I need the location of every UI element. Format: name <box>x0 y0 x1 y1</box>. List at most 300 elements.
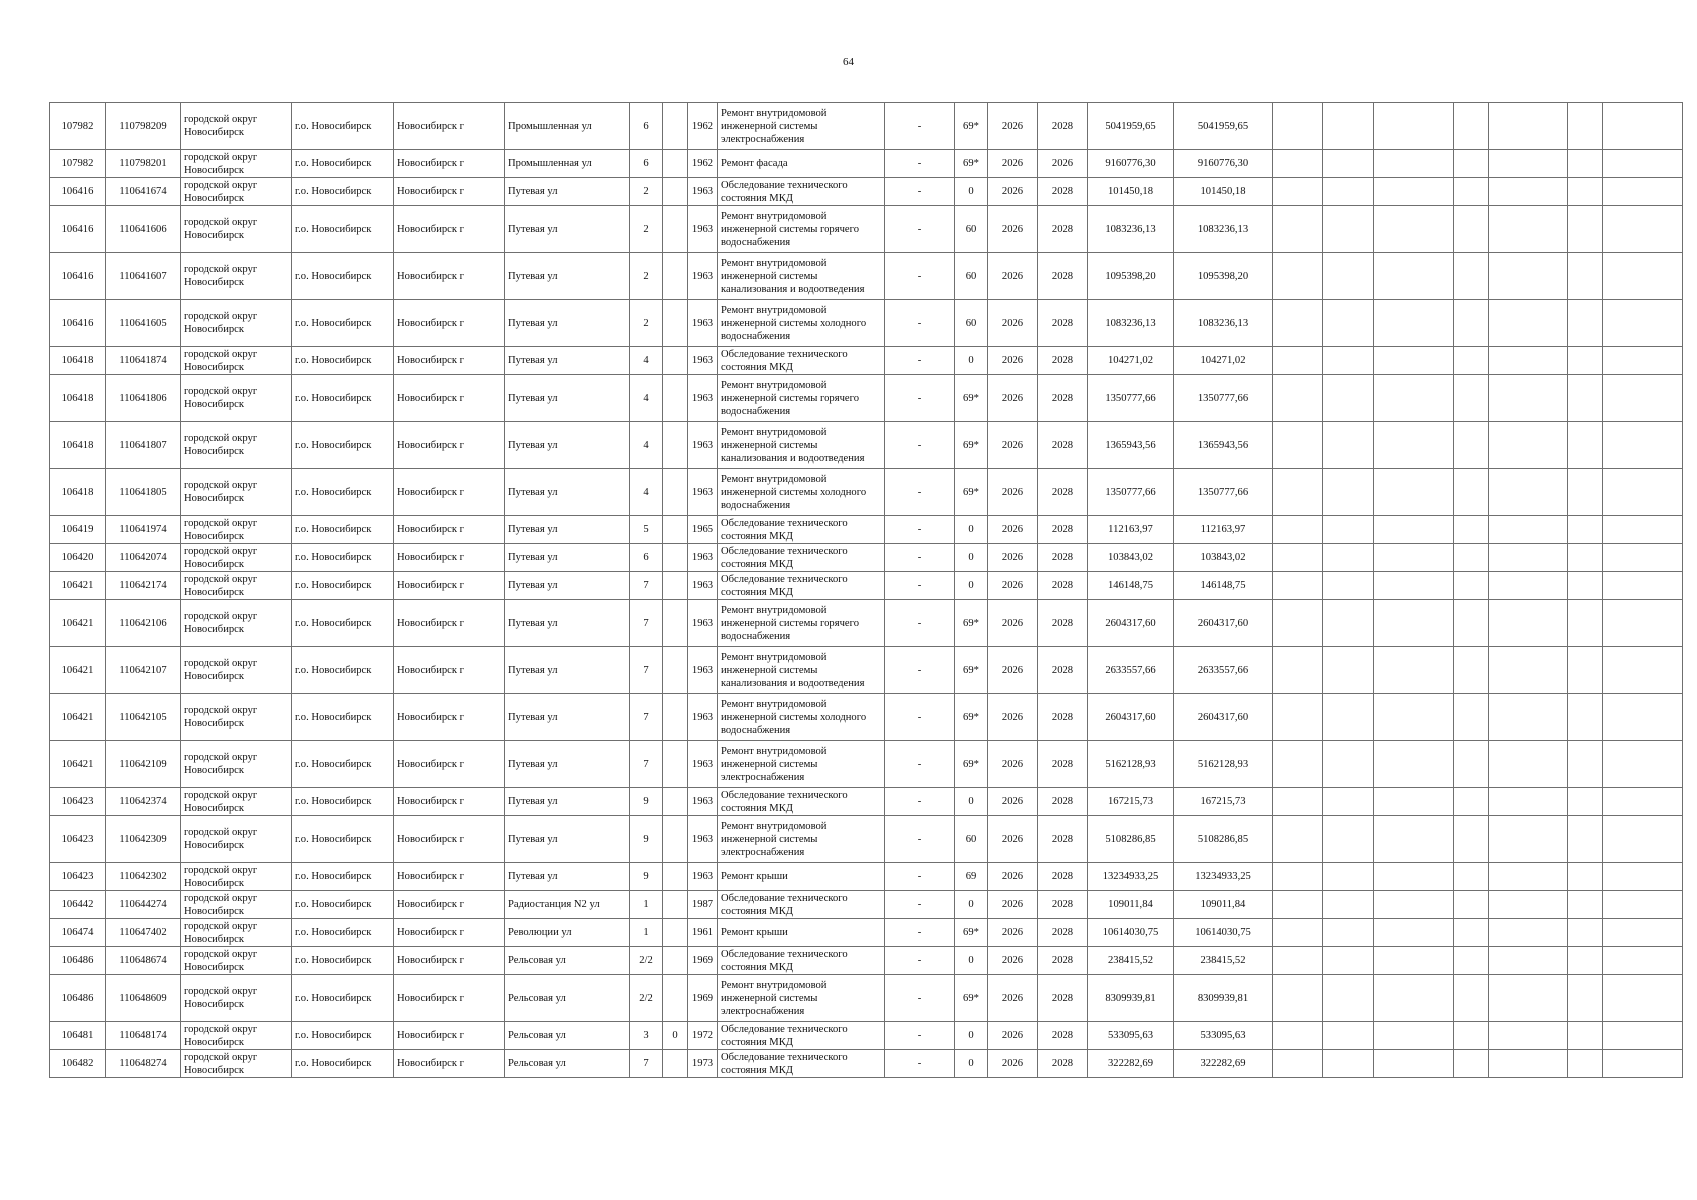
empty-cell <box>1489 253 1568 300</box>
house-cell: 4 <box>630 375 663 422</box>
year-cell: 1963 <box>688 863 718 891</box>
empty-cell <box>1603 1022 1683 1050</box>
work-type-cell: Обследование технического состояния МКД <box>718 891 885 919</box>
empty-cell <box>1603 1050 1683 1078</box>
empty-cell <box>1323 178 1374 206</box>
district-cell: г.о. Новосибирск <box>292 891 394 919</box>
total-cost-cell: 8309939,81 <box>1174 975 1273 1022</box>
total-cost-cell: 10614030,75 <box>1174 919 1273 947</box>
settlement-cell: Новосибирск г <box>394 741 505 788</box>
district-cell: г.о. Новосибирск <box>292 975 394 1022</box>
row-code: 110647402 <box>106 919 181 947</box>
row-id: 106421 <box>50 694 106 741</box>
house-cell: 7 <box>630 600 663 647</box>
empty-cell <box>1454 103 1489 150</box>
building-cell <box>663 647 688 694</box>
empty-cell <box>1273 300 1323 347</box>
row-id: 106420 <box>50 544 106 572</box>
empty-cell <box>1489 178 1568 206</box>
row-code: 110641606 <box>106 206 181 253</box>
cost-cell: 1083236,13 <box>1088 206 1174 253</box>
column-14-cell: - <box>885 600 955 647</box>
empty-cell <box>1489 816 1568 863</box>
table-row <box>50 600 1683 647</box>
empty-cell <box>1323 741 1374 788</box>
column-14-cell: - <box>885 741 955 788</box>
empty-cell <box>1603 206 1683 253</box>
empty-cell <box>1568 1022 1603 1050</box>
empty-cell <box>1489 206 1568 253</box>
row-id: 106481 <box>50 1022 106 1050</box>
street-cell: Рельсовая ул <box>505 947 630 975</box>
row-id: 106486 <box>50 975 106 1022</box>
cost-cell: 238415,52 <box>1088 947 1174 975</box>
work-type-cell: Ремонт внутридомовой инженерной системы электроснабжения <box>718 103 885 150</box>
house-cell: 4 <box>630 347 663 375</box>
empty-cell <box>1374 347 1454 375</box>
empty-cell <box>1454 741 1489 788</box>
end-year-cell: 2028 <box>1038 375 1088 422</box>
cost-cell: 2633557,66 <box>1088 647 1174 694</box>
empty-cell <box>1323 694 1374 741</box>
municipality-cell: городской округ Новосибирск <box>181 516 292 544</box>
year-cell: 1963 <box>688 741 718 788</box>
cost-cell: 2604317,60 <box>1088 694 1174 741</box>
settlement-cell: Новосибирск г <box>394 300 505 347</box>
empty-cell <box>1273 375 1323 422</box>
column-15-cell: 69* <box>955 600 988 647</box>
cost-cell: 1083236,13 <box>1088 300 1174 347</box>
row-id: 106421 <box>50 647 106 694</box>
cost-cell: 1350777,66 <box>1088 375 1174 422</box>
total-cost-cell: 2604317,60 <box>1174 694 1273 741</box>
house-cell: 2 <box>630 206 663 253</box>
building-cell <box>663 919 688 947</box>
row-id: 106486 <box>50 947 106 975</box>
table-row <box>50 422 1683 469</box>
empty-cell <box>1568 150 1603 178</box>
empty-cell <box>1323 947 1374 975</box>
work-type-cell: Ремонт внутридомовой инженерной системы холодного водоснабжения <box>718 469 885 516</box>
empty-cell <box>1568 516 1603 544</box>
empty-cell <box>1568 178 1603 206</box>
work-type-cell: Обследование технического состояния МКД <box>718 1050 885 1078</box>
total-cost-cell: 1350777,66 <box>1174 375 1273 422</box>
settlement-cell: Новосибирск г <box>394 103 505 150</box>
empty-cell <box>1323 103 1374 150</box>
house-cell: 3 <box>630 1022 663 1050</box>
empty-cell <box>1323 1050 1374 1078</box>
building-cell <box>663 694 688 741</box>
street-cell: Революции ул <box>505 919 630 947</box>
cost-cell: 8309939,81 <box>1088 975 1174 1022</box>
empty-cell <box>1323 647 1374 694</box>
empty-cell <box>1603 863 1683 891</box>
empty-cell <box>1323 572 1374 600</box>
house-cell: 7 <box>630 1050 663 1078</box>
municipality-cell: городской округ Новосибирск <box>181 694 292 741</box>
building-cell: 0 <box>663 1022 688 1050</box>
street-cell: Рельсовая ул <box>505 1050 630 1078</box>
empty-cell <box>1568 816 1603 863</box>
table-row <box>50 863 1683 891</box>
cost-cell: 5162128,93 <box>1088 741 1174 788</box>
street-cell: Путевая ул <box>505 816 630 863</box>
cost-cell: 101450,18 <box>1088 178 1174 206</box>
municipality-cell: городской округ Новосибирск <box>181 788 292 816</box>
municipality-cell: городской округ Новосибирск <box>181 891 292 919</box>
empty-cell <box>1568 694 1603 741</box>
empty-cell <box>1454 863 1489 891</box>
column-14-cell: - <box>885 300 955 347</box>
year-cell: 1963 <box>688 300 718 347</box>
empty-cell <box>1454 891 1489 919</box>
building-cell <box>663 206 688 253</box>
empty-cell <box>1568 103 1603 150</box>
year-cell: 1963 <box>688 469 718 516</box>
empty-cell <box>1489 891 1568 919</box>
cost-cell: 103843,02 <box>1088 544 1174 572</box>
year-cell: 1969 <box>688 947 718 975</box>
start-year-cell: 2026 <box>988 178 1038 206</box>
start-year-cell: 2026 <box>988 300 1038 347</box>
street-cell: Путевая ул <box>505 741 630 788</box>
start-year-cell: 2026 <box>988 572 1038 600</box>
work-type-cell: Ремонт крыши <box>718 919 885 947</box>
empty-cell <box>1489 1050 1568 1078</box>
settlement-cell: Новосибирск г <box>394 150 505 178</box>
district-cell: г.о. Новосибирск <box>292 253 394 300</box>
column-15-cell: 0 <box>955 1050 988 1078</box>
building-cell <box>663 600 688 647</box>
settlement-cell: Новосибирск г <box>394 647 505 694</box>
empty-cell <box>1374 206 1454 253</box>
empty-cell <box>1374 647 1454 694</box>
empty-cell <box>1374 422 1454 469</box>
empty-cell <box>1489 947 1568 975</box>
row-id: 106419 <box>50 516 106 544</box>
empty-cell <box>1374 572 1454 600</box>
row-code: 110642374 <box>106 788 181 816</box>
empty-cell <box>1323 816 1374 863</box>
empty-cell <box>1323 863 1374 891</box>
empty-cell <box>1273 253 1323 300</box>
cost-cell: 1095398,20 <box>1088 253 1174 300</box>
empty-cell <box>1568 469 1603 516</box>
empty-cell <box>1454 206 1489 253</box>
year-cell: 1963 <box>688 347 718 375</box>
row-code: 110798201 <box>106 150 181 178</box>
row-code: 110641605 <box>106 300 181 347</box>
district-cell: г.о. Новосибирск <box>292 816 394 863</box>
empty-cell <box>1489 572 1568 600</box>
settlement-cell: Новосибирск г <box>394 863 505 891</box>
empty-cell <box>1273 103 1323 150</box>
year-cell: 1963 <box>688 253 718 300</box>
municipality-cell: городской округ Новосибирск <box>181 253 292 300</box>
empty-cell <box>1374 947 1454 975</box>
row-id: 106482 <box>50 1050 106 1078</box>
settlement-cell: Новосибирск г <box>394 694 505 741</box>
municipality-cell: городской округ Новосибирск <box>181 150 292 178</box>
district-cell: г.о. Новосибирск <box>292 544 394 572</box>
building-cell <box>663 103 688 150</box>
building-cell <box>663 741 688 788</box>
total-cost-cell: 1365943,56 <box>1174 422 1273 469</box>
empty-cell <box>1603 816 1683 863</box>
empty-cell <box>1489 469 1568 516</box>
empty-cell <box>1374 375 1454 422</box>
row-id: 106416 <box>50 253 106 300</box>
table-row <box>50 178 1683 206</box>
district-cell: г.о. Новосибирск <box>292 919 394 947</box>
total-cost-cell: 1095398,20 <box>1174 253 1273 300</box>
empty-cell <box>1568 572 1603 600</box>
street-cell: Рельсовая ул <box>505 975 630 1022</box>
work-type-cell: Обследование технического состояния МКД <box>718 1022 885 1050</box>
row-code: 110641607 <box>106 253 181 300</box>
year-cell: 1963 <box>688 647 718 694</box>
total-cost-cell: 109011,84 <box>1174 891 1273 919</box>
column-14-cell: - <box>885 947 955 975</box>
row-id: 106418 <box>50 469 106 516</box>
empty-cell <box>1374 741 1454 788</box>
table-row <box>50 694 1683 741</box>
column-15-cell: 60 <box>955 300 988 347</box>
empty-cell <box>1454 572 1489 600</box>
start-year-cell: 2026 <box>988 516 1038 544</box>
row-code: 110641805 <box>106 469 181 516</box>
table-row <box>50 572 1683 600</box>
empty-cell <box>1568 647 1603 694</box>
end-year-cell: 2028 <box>1038 300 1088 347</box>
municipality-cell: городской округ Новосибирск <box>181 919 292 947</box>
settlement-cell: Новосибирск г <box>394 516 505 544</box>
row-code: 110642106 <box>106 600 181 647</box>
empty-cell <box>1273 544 1323 572</box>
row-id: 106418 <box>50 375 106 422</box>
column-15-cell: 0 <box>955 347 988 375</box>
street-cell: Путевая ул <box>505 206 630 253</box>
empty-cell <box>1603 375 1683 422</box>
cost-cell: 146148,75 <box>1088 572 1174 600</box>
start-year-cell: 2026 <box>988 947 1038 975</box>
building-cell <box>663 816 688 863</box>
municipality-cell: городской округ Новосибирск <box>181 947 292 975</box>
empty-cell <box>1454 947 1489 975</box>
row-id: 106423 <box>50 816 106 863</box>
empty-cell <box>1489 600 1568 647</box>
empty-cell <box>1568 375 1603 422</box>
building-cell <box>663 1050 688 1078</box>
start-year-cell: 2026 <box>988 647 1038 694</box>
column-14-cell: - <box>885 469 955 516</box>
house-cell: 9 <box>630 863 663 891</box>
table-row <box>50 788 1683 816</box>
empty-cell <box>1454 150 1489 178</box>
column-14-cell: - <box>885 347 955 375</box>
empty-cell <box>1323 253 1374 300</box>
street-cell: Путевая ул <box>505 516 630 544</box>
empty-cell <box>1273 150 1323 178</box>
house-cell: 7 <box>630 694 663 741</box>
empty-cell <box>1374 863 1454 891</box>
end-year-cell: 2028 <box>1038 694 1088 741</box>
total-cost-cell: 1350777,66 <box>1174 469 1273 516</box>
end-year-cell: 2028 <box>1038 947 1088 975</box>
work-type-cell: Ремонт внутридомовой инженерной системы холодного водоснабжения <box>718 694 885 741</box>
row-code: 110641806 <box>106 375 181 422</box>
end-year-cell: 2028 <box>1038 816 1088 863</box>
column-14-cell: - <box>885 891 955 919</box>
empty-cell <box>1374 103 1454 150</box>
district-cell: г.о. Новосибирск <box>292 647 394 694</box>
street-cell: Радиостанция N2 ул <box>505 891 630 919</box>
cost-cell: 322282,69 <box>1088 1050 1174 1078</box>
empty-cell <box>1568 600 1603 647</box>
building-cell <box>663 347 688 375</box>
settlement-cell: Новосибирск г <box>394 206 505 253</box>
column-14-cell: - <box>885 178 955 206</box>
empty-cell <box>1454 788 1489 816</box>
row-code: 110648609 <box>106 975 181 1022</box>
column-14-cell: - <box>885 103 955 150</box>
end-year-cell: 2028 <box>1038 1022 1088 1050</box>
house-cell: 4 <box>630 469 663 516</box>
empty-cell <box>1603 347 1683 375</box>
empty-cell <box>1273 206 1323 253</box>
empty-cell <box>1374 253 1454 300</box>
district-cell: г.о. Новосибирск <box>292 516 394 544</box>
municipality-cell: городской округ Новосибирск <box>181 975 292 1022</box>
empty-cell <box>1568 788 1603 816</box>
year-cell: 1973 <box>688 1050 718 1078</box>
empty-cell <box>1489 150 1568 178</box>
street-cell: Промышленная ул <box>505 103 630 150</box>
empty-cell <box>1568 253 1603 300</box>
table-row <box>50 253 1683 300</box>
empty-cell <box>1273 816 1323 863</box>
settlement-cell: Новосибирск г <box>394 947 505 975</box>
empty-cell <box>1489 1022 1568 1050</box>
empty-cell <box>1454 469 1489 516</box>
empty-cell <box>1568 347 1603 375</box>
cost-cell: 10614030,75 <box>1088 919 1174 947</box>
empty-cell <box>1603 544 1683 572</box>
work-type-cell: Обследование технического состояния МКД <box>718 516 885 544</box>
row-code: 110642107 <box>106 647 181 694</box>
column-15-cell: 60 <box>955 253 988 300</box>
year-cell: 1962 <box>688 150 718 178</box>
cost-cell: 2604317,60 <box>1088 600 1174 647</box>
start-year-cell: 2026 <box>988 788 1038 816</box>
municipality-cell: городской округ Новосибирск <box>181 863 292 891</box>
column-14-cell: - <box>885 1022 955 1050</box>
empty-cell <box>1568 1050 1603 1078</box>
empty-cell <box>1323 150 1374 178</box>
empty-cell <box>1603 422 1683 469</box>
start-year-cell: 2026 <box>988 975 1038 1022</box>
house-cell: 1 <box>630 891 663 919</box>
empty-cell <box>1603 741 1683 788</box>
empty-cell <box>1454 919 1489 947</box>
start-year-cell: 2026 <box>988 253 1038 300</box>
end-year-cell: 2028 <box>1038 788 1088 816</box>
empty-cell <box>1323 788 1374 816</box>
empty-cell <box>1603 516 1683 544</box>
district-cell: г.о. Новосибирск <box>292 1050 394 1078</box>
municipality-cell: городской округ Новосибирск <box>181 572 292 600</box>
row-id: 107982 <box>50 150 106 178</box>
table-row <box>50 975 1683 1022</box>
year-cell: 1962 <box>688 103 718 150</box>
empty-cell <box>1603 694 1683 741</box>
empty-cell <box>1273 1022 1323 1050</box>
empty-cell <box>1489 516 1568 544</box>
empty-cell <box>1568 206 1603 253</box>
row-code: 110641874 <box>106 347 181 375</box>
row-code: 110798209 <box>106 103 181 150</box>
work-type-cell: Ремонт внутридомовой инженерной системы горячего водоснабжения <box>718 600 885 647</box>
house-cell: 2 <box>630 300 663 347</box>
empty-cell <box>1568 891 1603 919</box>
work-type-cell: Обследование технического состояния МКД <box>718 347 885 375</box>
start-year-cell: 2026 <box>988 863 1038 891</box>
work-type-cell: Ремонт внутридомовой инженерной системы электроснабжения <box>718 741 885 788</box>
empty-cell <box>1374 544 1454 572</box>
row-id: 106416 <box>50 206 106 253</box>
empty-cell <box>1489 103 1568 150</box>
start-year-cell: 2026 <box>988 150 1038 178</box>
street-cell: Путевая ул <box>505 375 630 422</box>
empty-cell <box>1273 469 1323 516</box>
house-cell: 2/2 <box>630 947 663 975</box>
column-14-cell: - <box>885 422 955 469</box>
column-14-cell: - <box>885 253 955 300</box>
empty-cell <box>1603 647 1683 694</box>
building-cell <box>663 572 688 600</box>
work-type-cell: Ремонт внутридомовой инженерной системы электроснабжения <box>718 975 885 1022</box>
empty-cell <box>1454 694 1489 741</box>
empty-cell <box>1568 947 1603 975</box>
table-row <box>50 300 1683 347</box>
row-id: 106421 <box>50 741 106 788</box>
column-14-cell: - <box>885 647 955 694</box>
empty-cell <box>1374 178 1454 206</box>
cost-cell: 9160776,30 <box>1088 150 1174 178</box>
district-cell: г.о. Новосибирск <box>292 741 394 788</box>
year-cell: 1963 <box>688 788 718 816</box>
empty-cell <box>1568 544 1603 572</box>
start-year-cell: 2026 <box>988 919 1038 947</box>
district-cell: г.о. Новосибирск <box>292 694 394 741</box>
column-15-cell: 0 <box>955 1022 988 1050</box>
street-cell: Путевая ул <box>505 572 630 600</box>
empty-cell <box>1374 516 1454 544</box>
municipality-cell: городской округ Новосибирск <box>181 1022 292 1050</box>
work-type-cell: Обследование технического состояния МКД <box>718 572 885 600</box>
empty-cell <box>1454 1050 1489 1078</box>
empty-cell <box>1489 544 1568 572</box>
settlement-cell: Новосибирск г <box>394 891 505 919</box>
total-cost-cell: 1083236,13 <box>1174 206 1273 253</box>
settlement-cell: Новосибирск г <box>394 788 505 816</box>
column-15-cell: 60 <box>955 206 988 253</box>
cost-cell: 112163,97 <box>1088 516 1174 544</box>
end-year-cell: 2028 <box>1038 516 1088 544</box>
empty-cell <box>1374 150 1454 178</box>
empty-cell <box>1489 863 1568 891</box>
